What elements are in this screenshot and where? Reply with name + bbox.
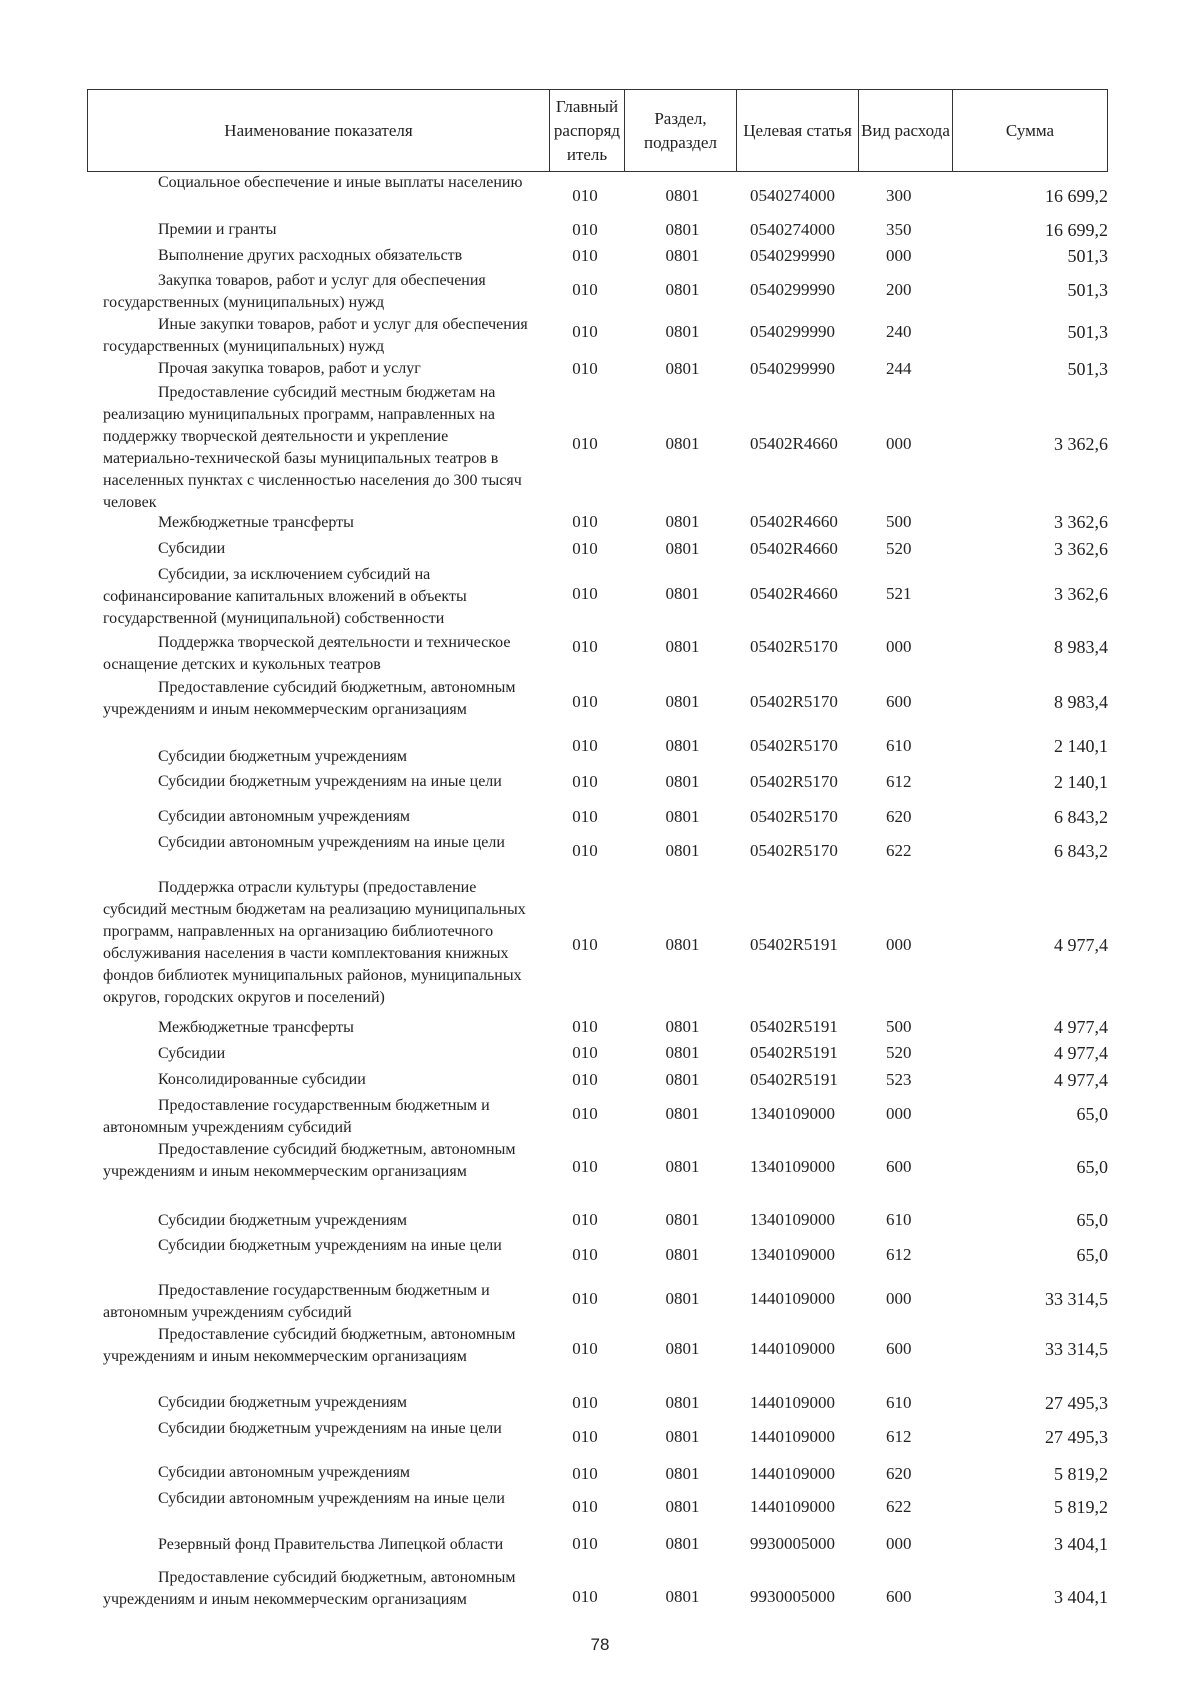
row-vid: 244 xyxy=(886,359,912,378)
row-summa: 4 977,4 xyxy=(1054,1043,1108,1063)
row-celevaya: 05402R5170 xyxy=(750,772,838,791)
row-razdel: 0801 xyxy=(665,1245,700,1264)
row-vid: 600 xyxy=(886,1587,912,1606)
row-name: Предоставление субсидий бюджетным, автономным учреждениям и иным некоммерческим организациям xyxy=(103,1141,516,1180)
row-summa: 5 819,2 xyxy=(1054,1464,1108,1484)
row-celevaya: 05402R5170 xyxy=(750,692,838,711)
row-razdel: 0801 xyxy=(665,637,700,656)
row-celevaya: 05402R5170 xyxy=(750,841,838,860)
row-vid: 620 xyxy=(886,1464,912,1483)
row-razdel: 0801 xyxy=(665,280,700,299)
row-razdel: 0801 xyxy=(665,1464,700,1483)
row-celevaya: 1340109000 xyxy=(750,1104,835,1123)
row-razdel: 0801 xyxy=(665,1534,700,1553)
header-summa: Сумма xyxy=(952,90,1107,171)
row-vid: 500 xyxy=(886,1017,912,1036)
row-vid: 622 xyxy=(886,841,912,860)
row-summa: 5 819,2 xyxy=(1054,1497,1108,1517)
row-razdel: 0801 xyxy=(665,186,700,205)
row-vid: 620 xyxy=(886,807,912,826)
row-summa: 65,0 xyxy=(1076,1210,1108,1230)
row-vid: 000 xyxy=(886,434,912,453)
row-razdel: 0801 xyxy=(665,1043,700,1062)
row-razdel: 0801 xyxy=(665,584,700,603)
row-celevaya: 1340109000 xyxy=(750,1210,835,1229)
row-summa: 6 843,2 xyxy=(1054,807,1108,827)
row-summa: 501,3 xyxy=(1067,322,1108,342)
row-vid: 200 xyxy=(886,280,912,299)
row-summa: 3 362,6 xyxy=(1054,584,1108,604)
row-razdel: 0801 xyxy=(665,1587,700,1606)
row-razdel: 0801 xyxy=(665,1210,700,1229)
row-glavny: 010 xyxy=(572,434,598,453)
row-razdel: 0801 xyxy=(665,1393,700,1412)
row-name: Субсидии бюджетным учреждениям на иные цели xyxy=(158,1237,502,1254)
row-glavny: 010 xyxy=(572,1464,598,1483)
row-razdel: 0801 xyxy=(665,772,700,791)
row-vid: 350 xyxy=(886,220,912,239)
row-summa: 65,0 xyxy=(1076,1245,1108,1265)
row-celevaya: 1440109000 xyxy=(750,1427,835,1446)
row-name: Субсидии бюджетным учреждениям xyxy=(158,748,407,765)
row-glavny: 010 xyxy=(572,584,598,603)
row-razdel: 0801 xyxy=(665,1289,700,1308)
row-razdel: 0801 xyxy=(665,434,700,453)
row-summa: 65,0 xyxy=(1076,1157,1108,1177)
row-name: Социальное обеспечение и иные выплаты населению xyxy=(158,174,523,191)
row-vid: 520 xyxy=(886,539,912,558)
row-name: Субсидии автономным учреждениям xyxy=(158,808,411,825)
header-razdel: Раздел, подраздел xyxy=(624,90,736,171)
row-summa: 501,3 xyxy=(1067,280,1108,300)
row-name: Субсидии xyxy=(158,1045,226,1062)
header-vid: Вид расхода xyxy=(858,90,952,171)
row-glavny: 010 xyxy=(572,359,598,378)
row-razdel: 0801 xyxy=(665,512,700,531)
row-razdel: 0801 xyxy=(665,359,700,378)
row-razdel: 0801 xyxy=(665,322,700,341)
row-razdel: 0801 xyxy=(665,841,700,860)
row-glavny: 010 xyxy=(572,1157,598,1176)
row-summa: 3 362,6 xyxy=(1054,539,1108,559)
row-vid: 000 xyxy=(886,246,912,265)
row-celevaya: 1440109000 xyxy=(750,1464,835,1483)
row-celevaya: 9930005000 xyxy=(750,1587,835,1606)
row-glavny: 010 xyxy=(572,1427,598,1446)
header-glavny: Главный распоряд итель xyxy=(549,90,624,171)
row-vid: 610 xyxy=(886,736,912,755)
row-vid: 600 xyxy=(886,692,912,711)
row-celevaya: 1340109000 xyxy=(750,1245,835,1264)
row-vid: 300 xyxy=(886,186,912,205)
row-glavny: 010 xyxy=(572,1245,598,1264)
row-summa: 501,3 xyxy=(1067,359,1108,379)
row-celevaya: 05402R4660 xyxy=(750,434,838,453)
row-name: Закупка товаров, работ и услуг для обеспечения государственных (муниципальных) нужд xyxy=(103,272,486,311)
row-summa: 3 362,6 xyxy=(1054,434,1108,454)
row-vid: 610 xyxy=(886,1210,912,1229)
row-glavny: 010 xyxy=(572,322,598,341)
row-razdel: 0801 xyxy=(665,246,700,265)
row-razdel: 0801 xyxy=(665,807,700,826)
row-celevaya: 0540299990 xyxy=(750,246,835,265)
row-celevaya: 0540299990 xyxy=(750,322,835,341)
row-celevaya: 05402R5170 xyxy=(750,736,838,755)
row-celevaya: 1440109000 xyxy=(750,1497,835,1516)
row-celevaya: 1440109000 xyxy=(750,1393,835,1412)
row-summa: 4 977,4 xyxy=(1054,1070,1108,1090)
row-name: Предоставление субсидий местным бюджетам на реализацию муниципальных программ, направленных на поддержку творческой деятельности и укрепление материально-технической базы муниципальных театров в населенных пунктах с численностью населения до 300 тысяч человек xyxy=(103,384,522,511)
row-name: Поддержка отрасли культуры (предоставление субсидий местным бюджетам на реализацию муниципальных программ, направленных на организацию библиотечного обслуживания населения в части комплектования книжных фондов библиотек муниципальных районов, муниципальных округов, городских округов и поселений) xyxy=(103,879,526,1006)
row-vid: 000 xyxy=(886,935,912,954)
row-name: Межбюджетные трансферты xyxy=(158,514,354,531)
row-razdel: 0801 xyxy=(665,1104,700,1123)
row-name: Премии и гранты xyxy=(158,221,277,238)
row-celevaya: 0540274000 xyxy=(750,186,835,205)
row-razdel: 0801 xyxy=(665,1017,700,1036)
row-glavny: 010 xyxy=(572,1339,598,1358)
row-razdel: 0801 xyxy=(665,1070,700,1089)
row-name: Предоставление государственным бюджетным и автономным учреждениям субсидий xyxy=(103,1282,490,1321)
row-glavny: 010 xyxy=(572,512,598,531)
header-name: Наименование показателя xyxy=(224,120,413,140)
row-name: Субсидии, за исключением субсидий на софинансирование капитальных вложений в объекты государственной (муниципальной) собственности xyxy=(103,566,467,627)
row-razdel: 0801 xyxy=(665,1339,700,1358)
row-celevaya: 05402R5191 xyxy=(750,1043,838,1062)
row-razdel: 0801 xyxy=(665,539,700,558)
row-vid: 612 xyxy=(886,1427,912,1446)
row-summa: 2 140,1 xyxy=(1054,736,1108,756)
row-name: Субсидии бюджетным учреждениям на иные цели xyxy=(158,773,502,790)
row-summa: 3 362,6 xyxy=(1054,512,1108,532)
row-glavny: 010 xyxy=(572,1210,598,1229)
row-glavny: 010 xyxy=(572,1587,598,1606)
row-vid: 600 xyxy=(886,1339,912,1358)
row-name: Предоставление государственным бюджетным и автономным учреждениям субсидий xyxy=(103,1097,490,1136)
row-glavny: 010 xyxy=(572,1289,598,1308)
row-summa: 501,3 xyxy=(1067,246,1108,266)
row-vid: 610 xyxy=(886,1393,912,1412)
row-glavny: 010 xyxy=(572,1393,598,1412)
row-glavny: 010 xyxy=(572,1104,598,1123)
row-celevaya: 9930005000 xyxy=(750,1534,835,1553)
row-summa: 65,0 xyxy=(1076,1104,1108,1124)
row-summa: 4 977,4 xyxy=(1054,1017,1108,1037)
row-razdel: 0801 xyxy=(665,692,700,711)
row-vid: 240 xyxy=(886,322,912,341)
row-celevaya: 05402R4660 xyxy=(750,512,838,531)
row-summa: 27 495,3 xyxy=(1045,1427,1108,1447)
row-summa: 33 314,5 xyxy=(1045,1339,1108,1359)
row-celevaya: 05402R5191 xyxy=(750,1070,838,1089)
row-glavny: 010 xyxy=(572,807,598,826)
row-celevaya: 05402R5170 xyxy=(750,637,838,656)
row-vid: 000 xyxy=(886,1289,912,1308)
row-name: Иные закупки товаров, работ и услуг для обеспечения государственных (муниципальных) нужд xyxy=(103,316,528,355)
row-summa: 16 699,2 xyxy=(1045,186,1108,206)
row-glavny: 010 xyxy=(572,841,598,860)
row-name: Субсидии автономным учреждениям на иные цели xyxy=(158,834,505,851)
row-summa: 16 699,2 xyxy=(1045,220,1108,240)
row-glavny: 010 xyxy=(572,246,598,265)
row-celevaya: 1340109000 xyxy=(750,1157,835,1176)
row-vid: 612 xyxy=(886,1245,912,1264)
row-vid: 000 xyxy=(886,1104,912,1123)
row-glavny: 010 xyxy=(572,1070,598,1089)
row-vid: 000 xyxy=(886,637,912,656)
row-name: Субсидии бюджетным учреждениям xyxy=(158,1394,407,1411)
row-summa: 3 404,1 xyxy=(1054,1534,1108,1554)
row-celevaya: 05402R5191 xyxy=(750,1017,838,1036)
row-name: Предоставление субсидий бюджетным, автономным учреждениям и иным некоммерческим организациям xyxy=(103,679,516,718)
row-celevaya: 05402R5191 xyxy=(750,935,838,954)
row-summa: 8 983,4 xyxy=(1054,692,1108,712)
header-celevaya: Целевая статья xyxy=(736,90,858,171)
row-celevaya: 0540299990 xyxy=(750,359,835,378)
row-razdel: 0801 xyxy=(665,935,700,954)
row-razdel: 0801 xyxy=(665,220,700,239)
row-summa: 6 843,2 xyxy=(1054,841,1108,861)
row-glavny: 010 xyxy=(572,1534,598,1553)
row-celevaya: 1440109000 xyxy=(750,1339,835,1358)
row-summa: 4 977,4 xyxy=(1054,935,1108,955)
row-glavny: 010 xyxy=(572,736,598,755)
row-name: Субсидии автономным учреждениям xyxy=(158,1464,411,1481)
row-glavny: 010 xyxy=(572,539,598,558)
row-name: Консолидированные субсидии xyxy=(158,1071,366,1088)
row-celevaya: 05402R5170 xyxy=(750,807,838,826)
row-summa: 27 495,3 xyxy=(1045,1393,1108,1413)
row-name: Субсидии бюджетным учреждениям xyxy=(158,1212,407,1229)
row-razdel: 0801 xyxy=(665,1427,700,1446)
row-glavny: 010 xyxy=(572,220,598,239)
row-razdel: 0801 xyxy=(665,1157,700,1176)
row-glavny: 010 xyxy=(572,1043,598,1062)
page-number: 78 xyxy=(590,1635,610,1654)
row-name: Субсидии xyxy=(158,540,226,557)
row-name: Субсидии бюджетным учреждениям на иные цели xyxy=(158,1420,502,1437)
row-vid: 600 xyxy=(886,1157,912,1176)
row-summa: 8 983,4 xyxy=(1054,637,1108,657)
row-vid: 523 xyxy=(886,1070,912,1089)
row-celevaya: 1440109000 xyxy=(750,1289,835,1308)
row-razdel: 0801 xyxy=(665,1497,700,1516)
row-glavny: 010 xyxy=(572,637,598,656)
row-vid: 000 xyxy=(886,1534,912,1553)
row-glavny: 010 xyxy=(572,186,598,205)
row-summa: 3 404,1 xyxy=(1054,1587,1108,1607)
row-glavny: 010 xyxy=(572,772,598,791)
row-vid: 521 xyxy=(886,584,912,603)
row-name: Межбюджетные трансферты xyxy=(158,1019,354,1036)
row-vid: 612 xyxy=(886,772,912,791)
row-name: Предоставление субсидий бюджетным, автономным учреждениям и иным некоммерческим организациям xyxy=(103,1326,516,1365)
row-vid: 520 xyxy=(886,1043,912,1062)
row-name: Выполнение других расходных обязательств xyxy=(158,247,463,264)
row-celevaya: 0540299990 xyxy=(750,280,835,299)
row-glavny: 010 xyxy=(572,1017,598,1036)
row-name: Резервный фонд Правительства Липецкой области xyxy=(158,1536,504,1553)
row-summa: 2 140,1 xyxy=(1054,772,1108,792)
row-celevaya: 05402R4660 xyxy=(750,584,838,603)
row-celevaya: 0540274000 xyxy=(750,220,835,239)
row-glavny: 010 xyxy=(572,280,598,299)
row-glavny: 010 xyxy=(572,935,598,954)
row-glavny: 010 xyxy=(572,1497,598,1516)
row-summa: 33 314,5 xyxy=(1045,1289,1108,1309)
row-name: Субсидии автономным учреждениям на иные цели xyxy=(158,1490,505,1507)
row-name: Предоставление субсидий бюджетным, автономным учреждениям и иным некоммерческим организациям xyxy=(103,1569,516,1608)
row-glavny: 010 xyxy=(572,692,598,711)
row-vid: 622 xyxy=(886,1497,912,1516)
row-vid: 500 xyxy=(886,512,912,531)
row-name: Прочая закупка товаров, работ и услуг xyxy=(158,360,421,377)
row-razdel: 0801 xyxy=(665,736,700,755)
row-celevaya: 05402R4660 xyxy=(750,539,838,558)
row-name: Поддержка творческой деятельности и техническое оснащение детских и кукольных театров xyxy=(103,634,511,673)
